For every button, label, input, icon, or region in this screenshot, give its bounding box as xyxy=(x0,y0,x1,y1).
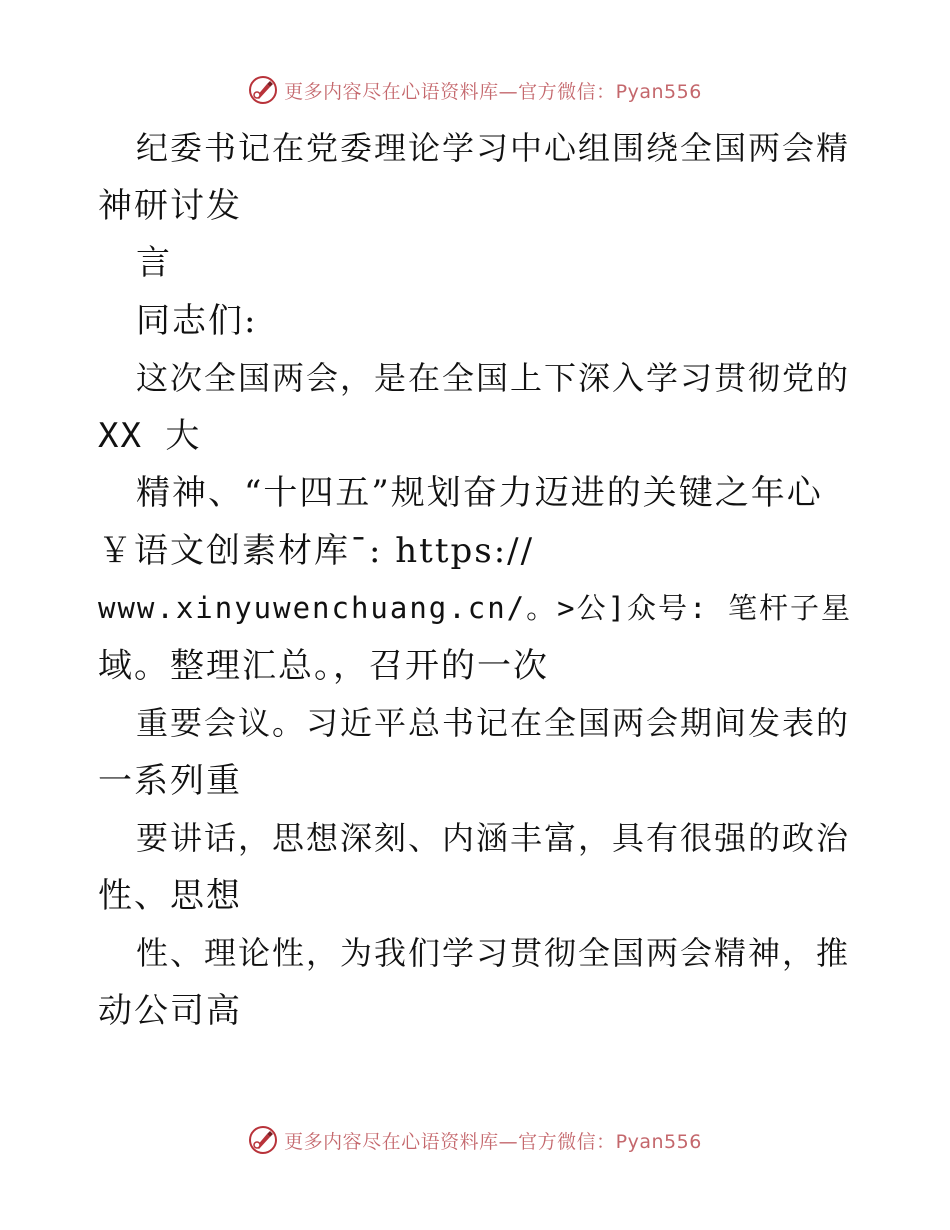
text-line: www.xinyuwenchuang.cn/。>公]众号: 笔杆子星 xyxy=(98,591,852,625)
text-line: 性、理论性，为我们学习贯彻全国两会精神，推 xyxy=(136,934,851,972)
footer-banner-text: 更多内容尽在心语资料库—官方微信：Pyan556 xyxy=(284,1130,702,1153)
document-body xyxy=(98,120,858,1040)
text-line: ￥语文创素材库¯: https:// xyxy=(98,530,535,571)
text-line: 纪委书记在党委理论学习中心组围绕全国两会精 xyxy=(136,129,851,167)
header-banner-text: 更多内容尽在心语资料库—官方微信：Pyan556 xyxy=(284,80,702,103)
header-banner xyxy=(0,70,950,110)
text-line: 精神、“十四五”规划奋力迈进的关键之年心 xyxy=(136,473,823,513)
text-line: 这次全国两会，是在全国上下深入学习贯彻党的 xyxy=(136,359,851,397)
pen-logo-icon xyxy=(248,1125,278,1155)
text-line: 一系列重 xyxy=(98,760,242,801)
text-line: 性、思想 xyxy=(98,875,242,916)
text-line: 动公司高 xyxy=(98,990,242,1031)
text-line: 同志们: xyxy=(136,300,258,341)
text-line: 重要会议。习近平总书记在全国两会期间发表的 xyxy=(136,704,851,742)
text-line: 言 xyxy=(136,243,172,283)
pen-logo-icon xyxy=(248,75,278,105)
footer-banner xyxy=(0,1120,950,1160)
text-line: 要讲话，思想深刻、内涵丰富，具有很强的政治 xyxy=(136,819,851,857)
text-line: 域。整理汇总。，召开的一次 xyxy=(98,645,549,686)
text-line: XX 大 xyxy=(98,415,202,456)
text-line: 神研讨发 xyxy=(98,185,242,226)
